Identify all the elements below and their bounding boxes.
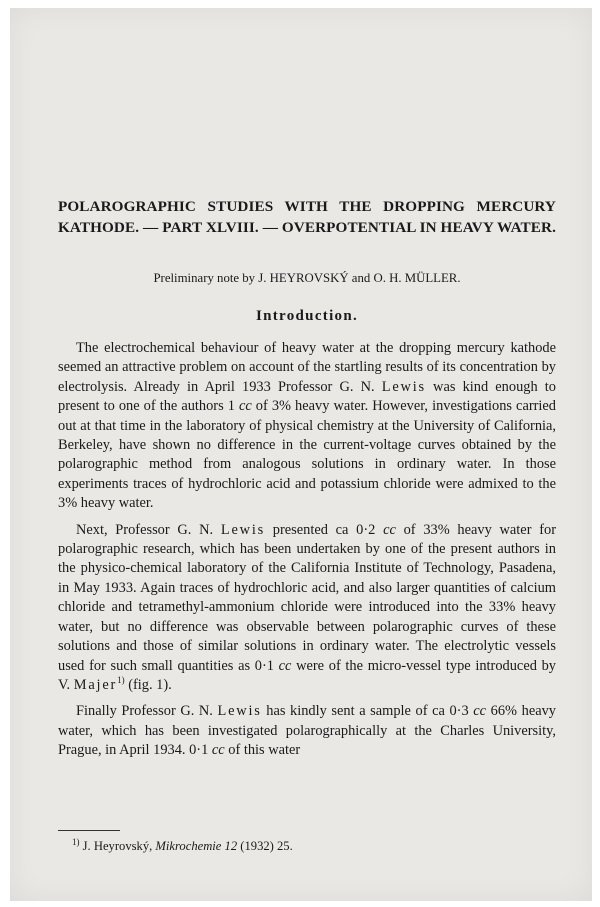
footnote-author: J. Heyrovský, xyxy=(79,839,156,853)
p3-text-b: has kindly sent a sample of ca 0·3 xyxy=(261,703,474,720)
footnote-divider xyxy=(58,830,120,831)
p2-unit: cc xyxy=(383,521,396,538)
section-heading-introduction: Introduction. xyxy=(255,308,359,324)
p1-text-b: was kind enough to present to one of the authors 1 xyxy=(58,378,556,415)
p2-name-2: Majer xyxy=(73,676,118,693)
page xyxy=(10,8,592,901)
footnote-journal: Mikrochemie 12 xyxy=(155,839,238,853)
p1-unit: cc xyxy=(238,398,252,415)
paragraph-1 xyxy=(58,339,556,514)
footnote xyxy=(72,836,552,854)
footnote-mark: 1) xyxy=(72,836,80,847)
p1-name: Lewis xyxy=(381,378,426,395)
p1-text-c: of 3% heavy water. However, investigations carried out at that time in the laboratory of physical chemistry at the University of California, Berkeley, have shown no difference in the current-voltage curves obtained by the polarographic method from analogous solutions in ordinary water. In those experiments traces of hydrochloric acid and potassium chloride were admixed to the 3% heavy water. xyxy=(58,398,556,512)
p2-text-d: were of the micro-vessel type introduced by V. xyxy=(58,657,556,693)
p2-text-c: of 33% heavy water for polarographic research, which has been undertaken by one of the present authors in the physico-chemical laboratory of the California Institute of Technology, Pasadena, in May 1933. Again traces of hydrochloric acid, and also larger quantities of calcium chloride and tetramethyl-ammonium chloride were introduced into the 33% heavy water, but no difference was observable between polarographic curves of these solutions and those of similar solutions in ordinary water. The electrolytic vessels used for such small quantities as 0·1 xyxy=(58,521,556,674)
paragraph-2 xyxy=(58,521,556,696)
p2-unit-2: cc xyxy=(278,657,292,674)
body-text xyxy=(58,339,556,768)
p2-text-a: Next, Professor G. N. xyxy=(76,521,221,538)
p3-text-d: of this water xyxy=(224,742,301,759)
footnote-citation: (1932) 25. xyxy=(237,839,293,853)
p3-unit-2: cc xyxy=(211,742,225,759)
author-byline: Preliminary note by J. HEYROVSKÝ and O. H. MÜLLER. xyxy=(153,271,461,285)
p2-text-b: presented ca 0·2 xyxy=(265,521,384,538)
p3-name: Lewis xyxy=(217,703,262,720)
p2-name: Lewis xyxy=(220,521,266,538)
footnote-reference[interactable]: 1) xyxy=(117,675,125,686)
p3-text-a: Finally Professor G. N. xyxy=(76,703,218,720)
paragraph-3 xyxy=(58,702,556,760)
p1-text-a: The electrochemical behaviour of heavy water at the dropping mercury kathode seemed an attractive problem on account of the startling results of its concentration by electrolysis. Already in April 1933 Professor G. N. xyxy=(58,340,556,395)
p2-text-e: (fig. 1). xyxy=(124,676,172,693)
p3-unit: cc xyxy=(473,703,487,720)
p3-text-c: 66% heavy water, which has been investigated polarographically at the Charles University, Prague, in April 1934. 0·1 xyxy=(58,703,556,759)
article-title: POLAROGRAPHIC STUDIES WITH THE DROPPING MERCURY KATHODE. — PART XLVIII. — OVERPOTENTIAL IN HEAVY WATER. xyxy=(58,198,556,236)
